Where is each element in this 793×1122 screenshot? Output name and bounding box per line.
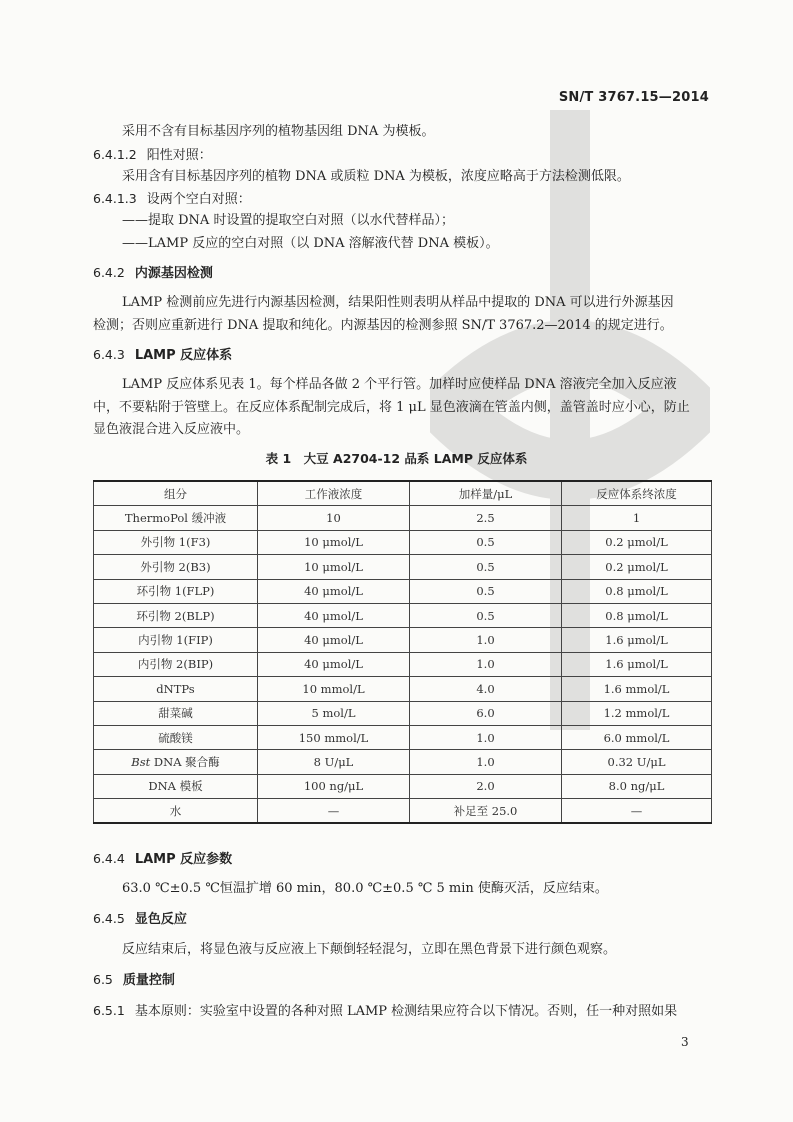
- column-header: 工作液浓度: [258, 481, 410, 506]
- section-title: 显色反应: [134, 912, 187, 927]
- table-cell: 0.2 μmol/L: [562, 530, 712, 554]
- table-cell: —: [562, 799, 712, 824]
- table-cell: 0.8 μmol/L: [562, 603, 712, 627]
- table-cell: 100 ng/μL: [258, 774, 410, 798]
- clause-number: 6.4.1.3: [93, 191, 137, 206]
- column-header: 反应体系终浓度: [562, 481, 712, 506]
- table-cell: 10 mmol/L: [258, 677, 410, 701]
- line-text: LAMP 反应体系见表 1。每个样品各做 2 个平行管。加样时应使样品 DNA 溶液完全加入反应液: [122, 377, 677, 392]
- table-cell: dNTPs: [94, 677, 258, 701]
- section-6-5-heading: [93, 971, 175, 990]
- table-cell: 外引物 2(B3): [94, 555, 258, 579]
- section-6-4-3-heading: [93, 346, 232, 365]
- line-text: 采用含有目标基因序列的植物 DNA 或质粒 DNA 为模板，浓度应略高于方法检测低限。: [122, 169, 630, 184]
- clause-number: 6.4.1.2: [93, 147, 137, 162]
- table-cell: 内引物 2(BIP): [94, 652, 258, 676]
- table-cell: 甜菜碱: [94, 701, 258, 725]
- table-row: [94, 799, 712, 824]
- table-row: [94, 506, 712, 530]
- table-cell: 0.8 μmol/L: [562, 579, 712, 603]
- table-cell: 1.0: [410, 725, 562, 749]
- table-cell: 1.6 mmol/L: [562, 677, 712, 701]
- table-cell: —: [258, 799, 410, 824]
- page-number: 3: [681, 1035, 689, 1049]
- table-row: [94, 750, 712, 774]
- table-cell: 6.0: [410, 701, 562, 725]
- body-line: [93, 421, 249, 439]
- table-cell: 40 μmol/L: [258, 628, 410, 652]
- body-line: [122, 376, 677, 394]
- table-cell: 1.2 mmol/L: [562, 701, 712, 725]
- enzyme-name: Bst: [131, 754, 151, 769]
- line-text: 采用不含有目标基因序列的植物基因组 DNA 为模板。: [122, 124, 435, 139]
- section-6-4-4-heading: [93, 850, 232, 869]
- body-line: [93, 399, 690, 417]
- line-text: 反应结束后，将显色液与反应液上下颠倒轻轻混匀，立即在黑色背景下进行颜色观察。: [122, 942, 617, 957]
- table-cell: 0.5: [410, 555, 562, 579]
- table-cell: Bst DNA 聚合酶: [94, 750, 258, 774]
- body-line: [122, 168, 630, 186]
- body-line: [122, 941, 616, 959]
- column-header: 组分: [94, 481, 258, 506]
- section-6-4-2-heading: [93, 264, 213, 283]
- table-row: [94, 530, 712, 554]
- table-row: [94, 603, 712, 627]
- clause-number: 6.5: [93, 972, 113, 987]
- table-cell: 外引物 1(F3): [94, 530, 258, 554]
- table-cell: 10 μmol/L: [258, 530, 410, 554]
- table-row: [94, 628, 712, 652]
- table-cell: 2.0: [410, 774, 562, 798]
- table-cell: ThermoPol 缓冲液: [94, 506, 258, 530]
- line-text: LAMP 检测前应先进行内源基因检测，结果阳性则表明从样品中提取的 DNA 可以进行外源基因: [122, 295, 674, 310]
- clause-6-5-1: [93, 1002, 677, 1021]
- table-row: [94, 677, 712, 701]
- table-row: [94, 774, 712, 798]
- line-text: 63.0 ℃±0.5 ℃恒温扩增 60 min，80.0 ℃±0.5 ℃ 5 min 使酶灭活，反应结束。: [122, 881, 608, 896]
- section-title: LAMP 反应体系: [134, 348, 233, 363]
- table-cell: 内引物 1(FIP): [94, 628, 258, 652]
- table-cell: 0.5: [410, 603, 562, 627]
- clause-number: 6.4.2: [93, 265, 125, 280]
- table-cell: 150 mmol/L: [258, 725, 410, 749]
- list-item: [122, 235, 499, 253]
- table-cell: 0.2 μmol/L: [562, 555, 712, 579]
- table-cell: 2.5: [410, 506, 562, 530]
- clause-6-4-1-3: [93, 190, 251, 209]
- body-line: [122, 294, 674, 312]
- table-cell: 1: [562, 506, 712, 530]
- table-cell: 0.5: [410, 530, 562, 554]
- list-item: [122, 212, 454, 230]
- line-text: ——提取 DNA 时设置的提取空白对照（以水代替样品）；: [122, 213, 454, 228]
- table-row: [94, 555, 712, 579]
- table-cell: 1.0: [410, 750, 562, 774]
- table-cell: 10 μmol/L: [258, 555, 410, 579]
- table-row: [94, 701, 712, 725]
- line-text: 阳性对照：: [146, 148, 212, 163]
- table-cell: 水: [94, 799, 258, 824]
- table-cell: 8 U/μL: [258, 750, 410, 774]
- body-line: [122, 123, 434, 141]
- table-cell: 6.0 mmol/L: [562, 725, 712, 749]
- clause-number: 6.5.1: [93, 1003, 125, 1018]
- line-text: 检测；否则应重新进行 DNA 提取和纯化。内源基因的检测参照 SN/T 3767.2—2014 的规定进行。: [93, 318, 673, 333]
- table-cell: 1.6 μmol/L: [562, 628, 712, 652]
- table-cell: 4.0: [410, 677, 562, 701]
- table-cell: 环引物 1(FLP): [94, 579, 258, 603]
- reaction-system-table: [93, 480, 712, 824]
- clause-number: 6.4.5: [93, 911, 125, 926]
- table-cell: 40 μmol/L: [258, 579, 410, 603]
- table-cell: 0.5: [410, 579, 562, 603]
- table-row: [94, 725, 712, 749]
- column-header: 加样量/μL: [410, 481, 562, 506]
- section-title: 内源基因检测: [134, 266, 213, 281]
- line-text: 显色液混合进入反应液中。: [93, 422, 250, 437]
- section-6-4-5-heading: [93, 910, 187, 929]
- table-cell: 环引物 2(BLP): [94, 603, 258, 627]
- section-title: LAMP 反应参数: [134, 852, 233, 867]
- table-caption: 表 1 大豆 A2704-12 品系 LAMP 反应体系: [265, 451, 528, 466]
- table-cell: 1.0: [410, 652, 562, 676]
- line-text: 设两个空白对照：: [146, 192, 251, 207]
- table-cell: 40 μmol/L: [258, 652, 410, 676]
- table-row: [94, 652, 712, 676]
- line-text: 基本原则：实验室中设置的各种对照 LAMP 检测结果应符合以下情况。否则，任一种对照如果: [134, 1004, 678, 1019]
- table-cell: 补足至 25.0: [410, 799, 562, 824]
- body-line: [122, 880, 608, 898]
- table-cell: DNA 模板: [94, 774, 258, 798]
- table-cell: 10: [258, 506, 410, 530]
- table-cell: 1.0: [410, 628, 562, 652]
- line-text: ——LAMP 反应的空白对照（以 DNA 溶解液代替 DNA 模板）。: [122, 236, 499, 251]
- table-header-row: [94, 481, 712, 506]
- clause-number: 6.4.3: [93, 347, 125, 362]
- table-cell: 0.32 U/μL: [562, 750, 712, 774]
- table-cell: 5 mol/L: [258, 701, 410, 725]
- standard-code: SN/T 3767.15—2014: [558, 90, 709, 105]
- table-cell: 硫酸镁: [94, 725, 258, 749]
- line-text: 中，不要粘附于管壁上。在反应体系配制完成后，将 1 μL 显色液滴在管盖内侧，盖管盖时应小心，防止: [93, 400, 690, 415]
- table-cell: 1.6 μmol/L: [562, 652, 712, 676]
- table-cell: 8.0 ng/μL: [562, 774, 712, 798]
- section-title: 质量控制: [122, 973, 175, 988]
- table-row: [94, 579, 712, 603]
- clause-6-4-1-2: [93, 146, 212, 165]
- table-cell: 40 μmol/L: [258, 603, 410, 627]
- body-line: [93, 317, 673, 335]
- clause-number: 6.4.4: [93, 851, 125, 866]
